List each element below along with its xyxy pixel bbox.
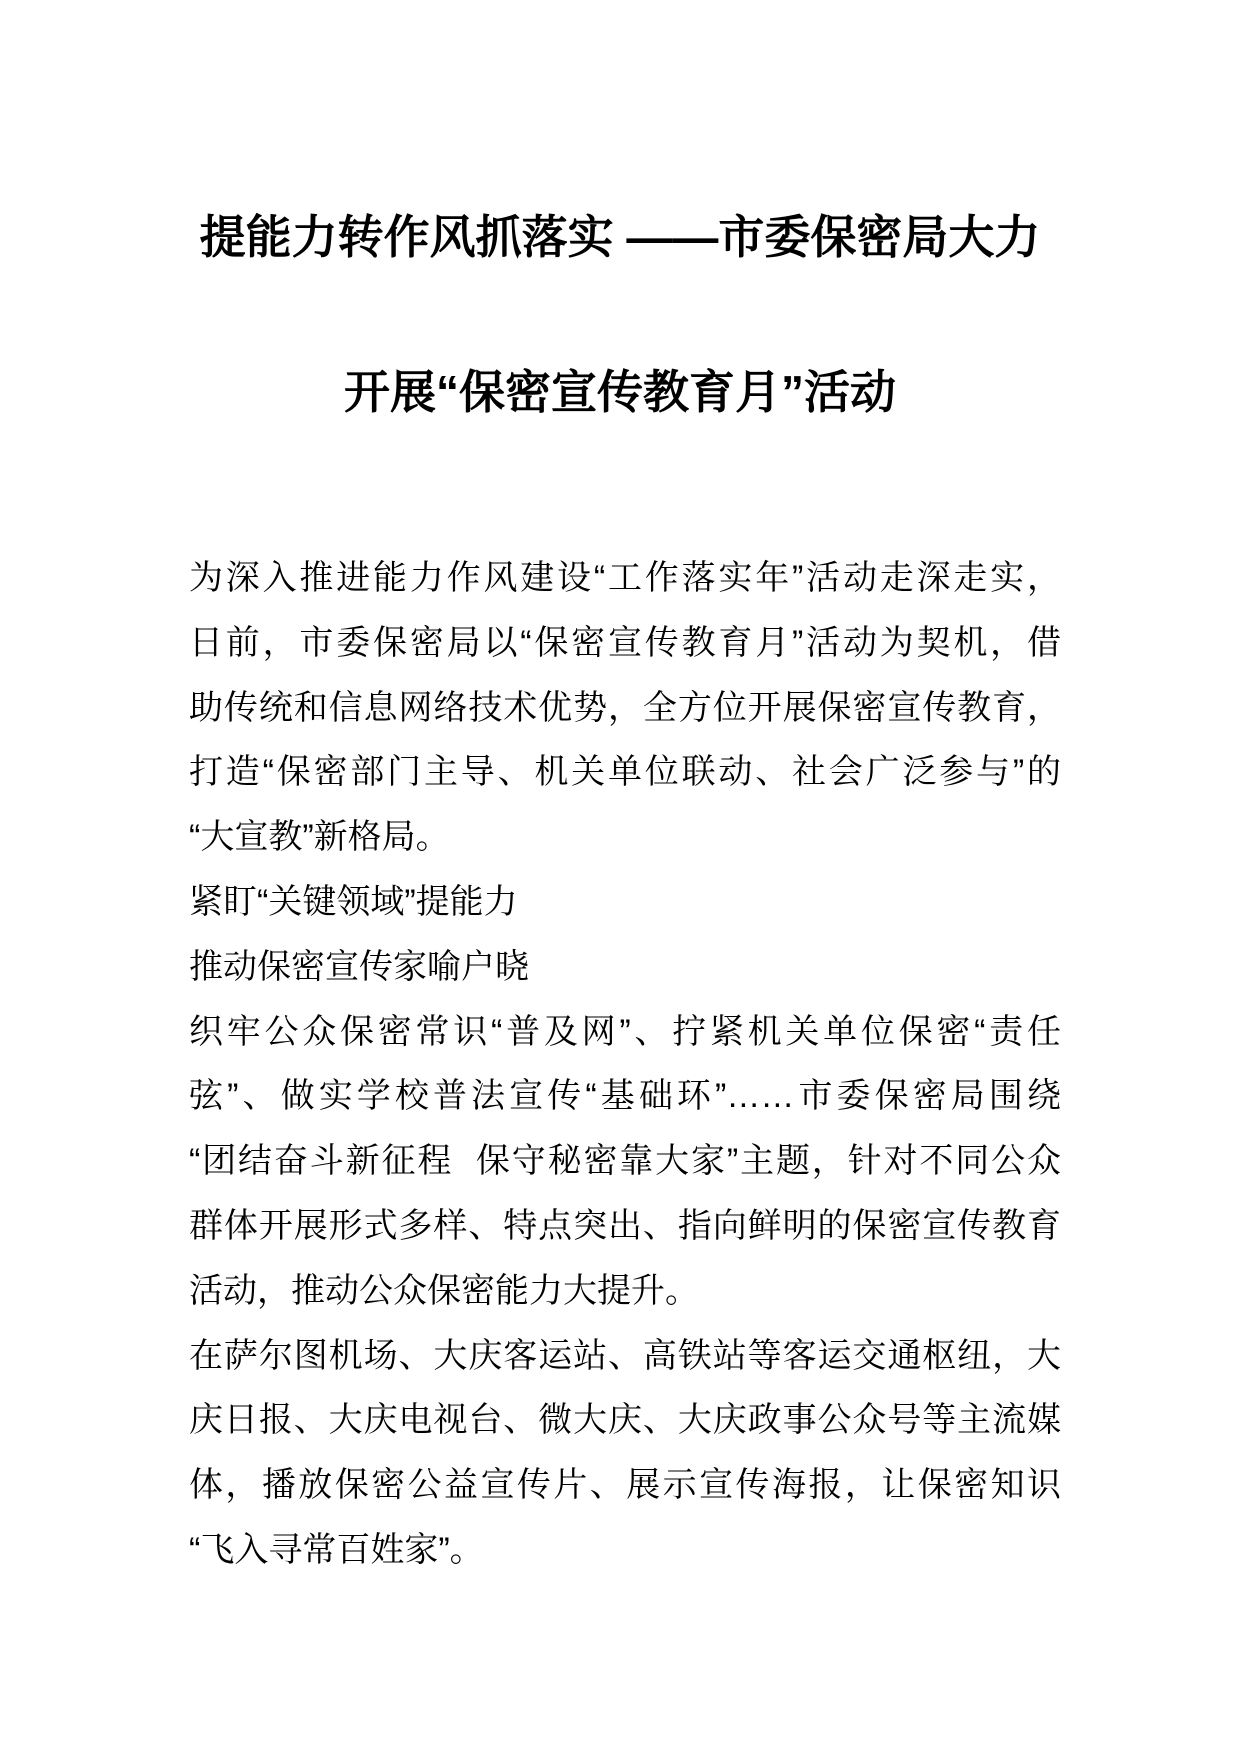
section-subheading <box>189 935 1061 1000</box>
title-line: 开展“保密宣传教育月”活动 <box>344 366 896 418</box>
paragraph-line: 弦”、做实学校普法宣传“基础环”……市委保密局围绕 <box>189 1077 1061 1116</box>
paragraph-line: 日前，市委保密局以“保密宣传教育月”活动为契机，借 <box>189 623 1061 662</box>
paragraph-line: “团结奋斗新征程 保守秘密靠大家”主题，针对不同公众 <box>189 1142 1061 1181</box>
paragraph-activities <box>189 1000 1061 1324</box>
paragraph-line: 推动保密宣传家喻户晓 <box>189 947 529 986</box>
paragraph-media <box>189 1324 1061 1583</box>
title-line: 提能力转作风抓落实 ——市委保密局大力 <box>199 211 1041 263</box>
paragraph-line: 活动，推动公众保密能力大提升。 <box>189 1271 699 1310</box>
paragraph-line: 打造“保密部门主导、机关单位联动、社会广泛参与”的 <box>189 753 1061 792</box>
paragraph-line: 体，播放保密公益宣传片、展示宣传海报，让保密知识 <box>189 1466 1061 1505</box>
paragraph-line: 在萨尔图机场、大庆客运站、高铁站等客运交通枢纽，大 <box>189 1336 1061 1375</box>
paragraph-line: 庆日报、大庆电视台、微大庆、大庆政事公众号等主流媒 <box>189 1401 1061 1440</box>
paragraph-line: 织牢公众保密常识“普及网”、拧紧机关单位保密“责任 <box>189 1012 1061 1051</box>
paragraph-line: 群体开展形式多样、特点突出、指向鲜明的保密宣传教育 <box>189 1206 1061 1245</box>
document-body <box>189 546 1061 1583</box>
paragraph-line: “大宣教”新格局。 <box>189 818 450 857</box>
section-heading <box>189 870 1061 935</box>
paragraph-line: “飞入寻常百姓家”。 <box>189 1530 484 1569</box>
paragraph-line: 为深入推进能力作风建设“工作落实年”活动走深走实， <box>189 559 1061 597</box>
paragraph-intro <box>189 546 1061 870</box>
paragraph-line: 紧盯“关键领域”提能力 <box>189 882 518 921</box>
paragraph-line: 助传统和信息网络技术优势，全方位开展保密宣传教育， <box>189 688 1061 727</box>
